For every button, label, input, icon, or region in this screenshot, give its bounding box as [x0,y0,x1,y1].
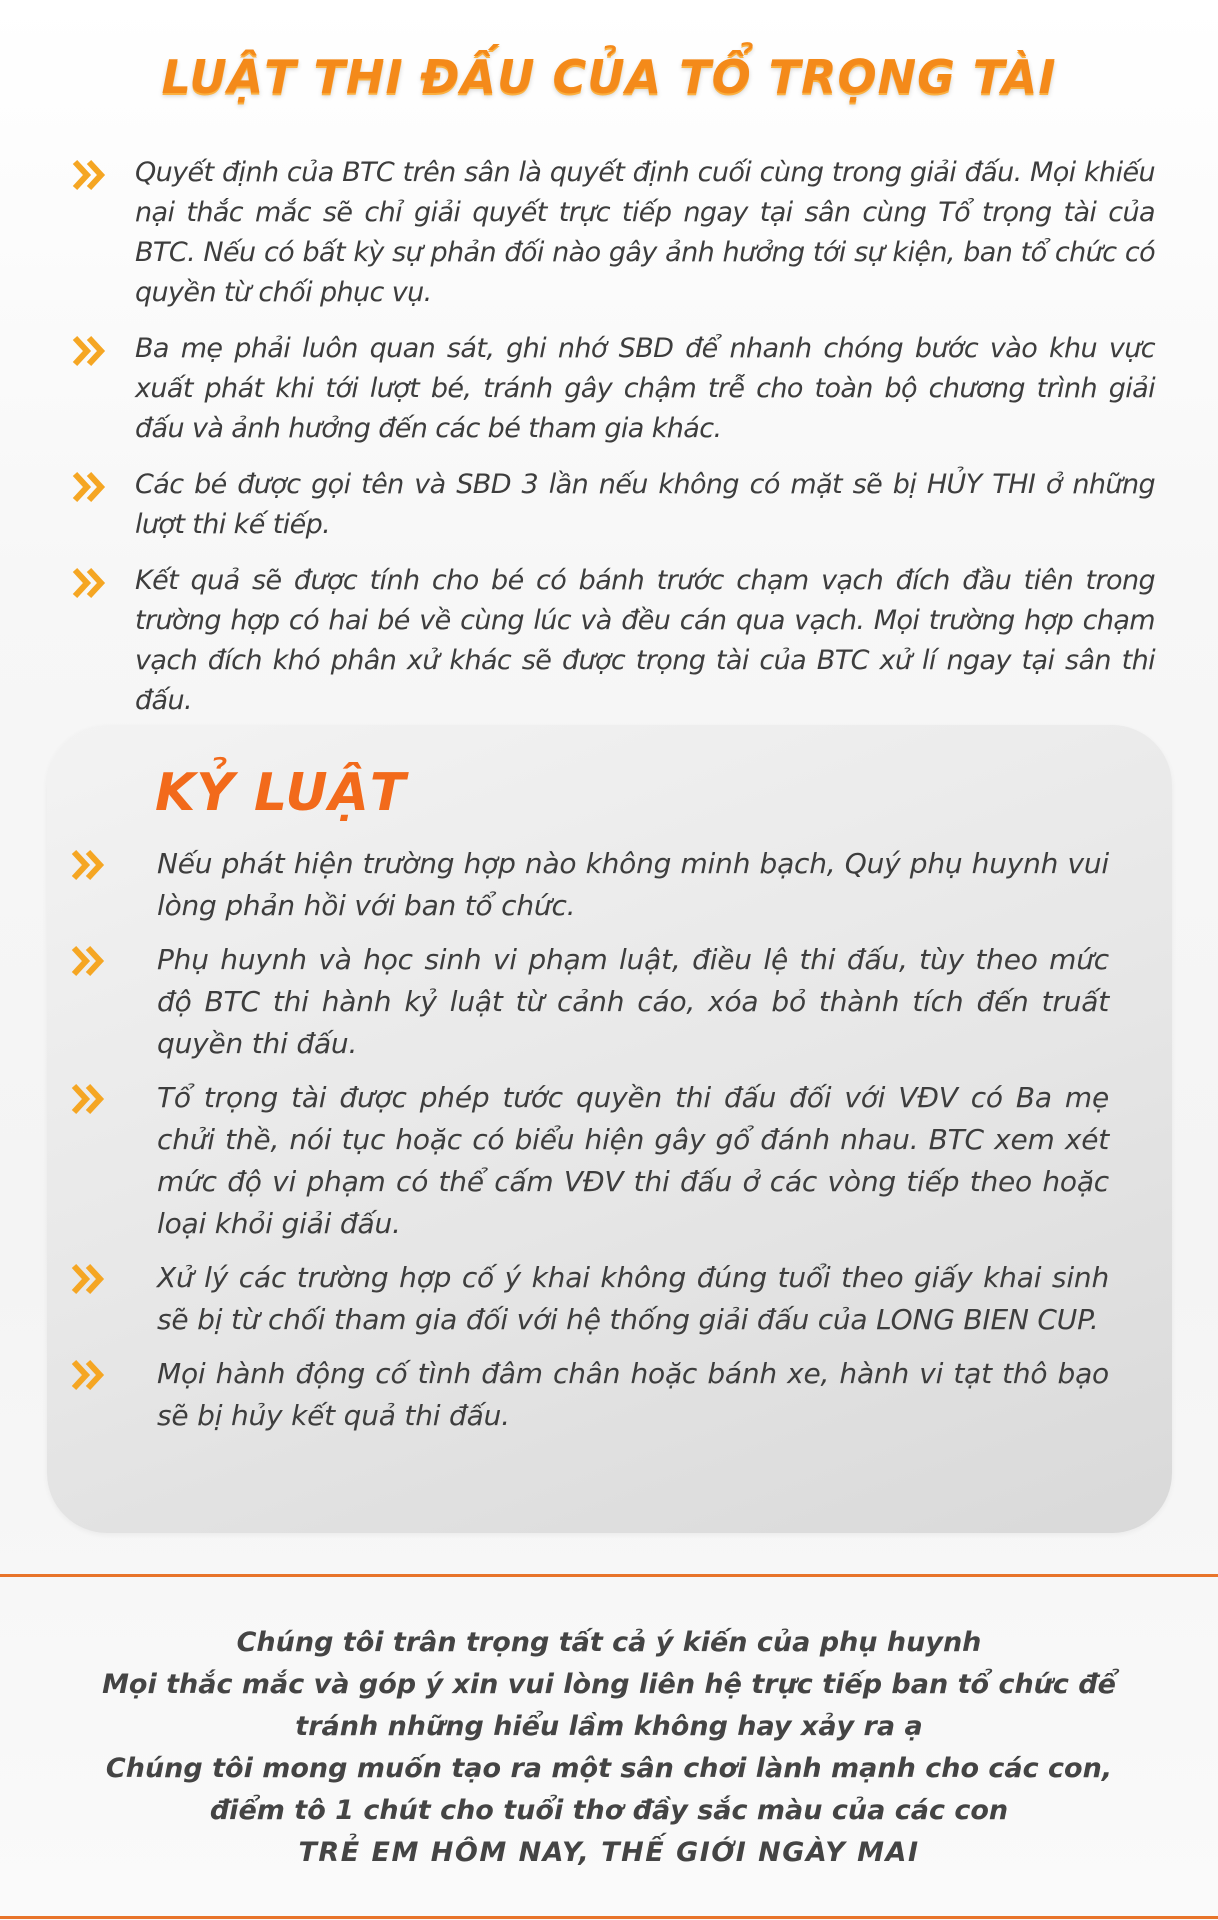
list-item [69,843,1109,927]
closing-line: tránh những hiểu lầm không hay xảy ra ạ [295,1711,923,1742]
double-chevron-right-icon [70,563,110,603]
double-chevron-right-icon [70,331,110,371]
double-chevron-right-icon [69,1259,109,1299]
discipline-text: Tổ trọng tài được phép tước quyền thi đấu đối với VĐV có Ba mẹ chửi thề, nói tục hoặc có biểu hiện gây gổ đánh nhau. BTC xem xét mức độ vi phạm có thể cấm VĐV thi đấu ở các vòng tiếp theo hoặc loại khỏi giải đấu. [157,1081,1109,1240]
double-chevron-right-icon [69,845,109,885]
double-chevron-right-icon [70,467,110,507]
discipline-list [69,843,1109,1449]
discipline-panel [47,725,1172,1533]
rule-text: Kết quả sẽ được tính cho bé có bánh trước chạm vạch đích đầu tiên trong trường hợp có hai bé về cùng lúc và đều cán qua vạch. Mọi trường hợp chạm vạch đích khó phân xử khác sẽ được trọng tài của BTC xử lí ngay tại sân thi đấu. [135,565,1155,716]
page-title: LUẬT THI ĐẤU CỦA TỔ TRỌNG TÀI [161,50,1057,104]
list-item [70,153,1155,313]
discipline-title: KỶ LUẬT [155,763,407,823]
list-item [69,939,1109,1065]
closing-message [60,1622,1158,1874]
list-item [69,1257,1109,1341]
closing-slogan: TRẺ EM HÔM NAY, THẾ GIỚI NGÀY MAI [298,1837,920,1868]
list-item [70,465,1155,545]
double-chevron-right-icon [69,941,109,981]
divider [0,1574,1218,1577]
referee-rules-list [70,153,1155,737]
double-chevron-right-icon [69,1355,109,1395]
divider [0,1916,1218,1919]
list-item [70,329,1155,449]
double-chevron-right-icon [70,155,110,195]
double-chevron-right-icon [69,1079,109,1119]
closing-line: Mọi thắc mắc và góp ý xin vui lòng liên hệ trực tiếp ban tổ chức để [102,1669,1116,1700]
list-item [69,1353,1109,1437]
discipline-text: Xử lý các trường hợp cố ý khai không đúng tuổi theo giấy khai sinh sẽ bị từ chối tham gia đối với hệ thống giải đấu của LONG BIEN CUP. [157,1261,1109,1336]
closing-line: Chúng tôi trân trọng tất cả ý kiến của phụ huynh [236,1627,982,1658]
discipline-text: Phụ huynh và học sinh vi phạm luật, điều lệ thi đấu, tùy theo mức độ BTC thi hành kỷ luật từ cảnh cáo, xóa bỏ thành tích đến truất quyền thi đấu. [157,943,1109,1060]
discipline-text: Mọi hành động cố tình đâm chân hoặc bánh xe, hành vi tạt thô bạo sẽ bị hủy kết quả thi đấu. [157,1357,1109,1432]
rule-text: Ba mẹ phải luôn quan sát, ghi nhớ SBD để nhanh chóng bước vào khu vực xuất phát khi tới lượt bé, tránh gây chậm trễ cho toàn bộ chương trình giải đấu và ảnh hưởng đến các bé tham gia khác. [135,333,1155,444]
discipline-text: Nếu phát hiện trường hợp nào không minh bạch, Quý phụ huynh vui lòng phản hồi với ban tổ chức. [157,847,1109,922]
list-item [70,561,1155,721]
closing-line: điểm tô 1 chút cho tuổi thơ đầy sắc màu của các con [209,1795,1009,1826]
closing-line: Chúng tôi mong muốn tạo ra một sân chơi lành mạnh cho các con, [105,1753,1113,1784]
rule-text: Quyết định của BTC trên sân là quyết định cuối cùng trong giải đấu. Mọi khiếu nại thắc mắc sẽ chỉ giải quyết trực tiếp ngay tại sân cùng Tổ trọng tài của BTC. Nếu có bất kỳ sự phản đối nào gây ảnh hưởng tới sự kiện, ban tổ chức có quyền từ chối phục vụ. [135,157,1155,308]
rule-text: Các bé được gọi tên và SBD 3 lần nếu không có mặt sẽ bị HỦY THI ở những lượt thi kế tiếp. [135,469,1155,540]
list-item [69,1077,1109,1245]
